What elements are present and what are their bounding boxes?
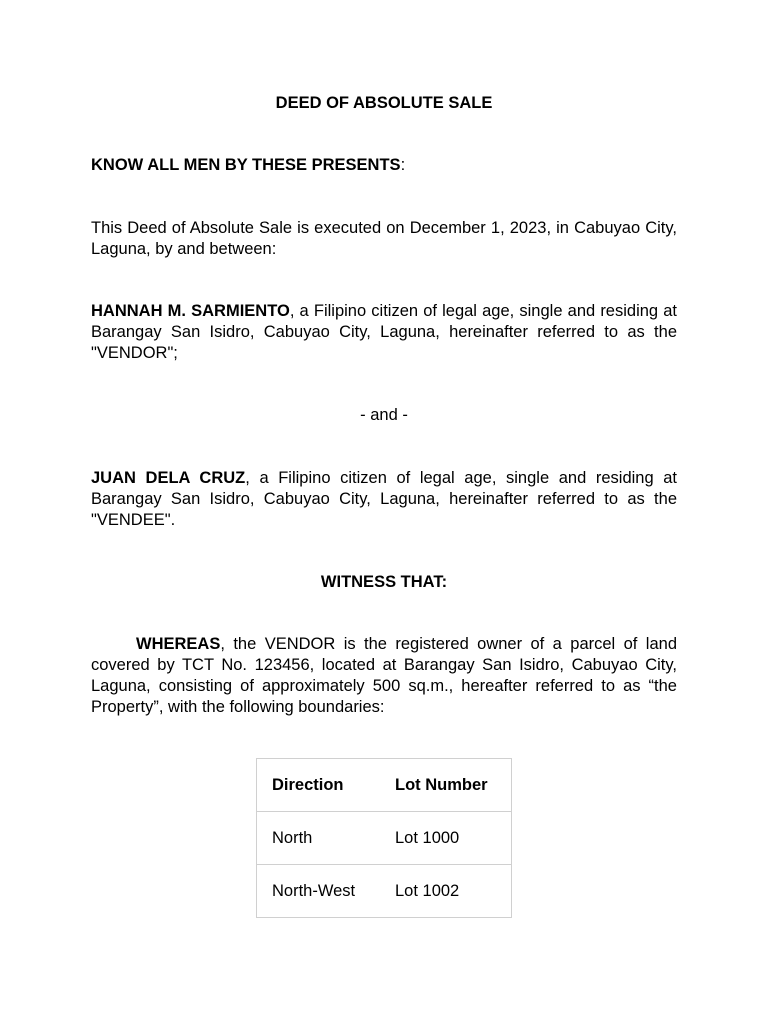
boundaries-table bbox=[256, 758, 512, 918]
whereas-lead: WHEREAS bbox=[136, 635, 221, 653]
whereas-text: , the VENDOR is the registered owner of a parcel of land covered by TCT No. 123456, located at Barangay San Isidro, Cabuyao City, Laguna, consisting of approximately 500 sq.m., hereafter referred to as “the Property”, with the following boundaries: bbox=[91, 635, 677, 716]
boundaries-table-wrap bbox=[256, 758, 512, 920]
witness-heading: WITNESS THAT: bbox=[320, 573, 448, 591]
row-direction: North-West bbox=[257, 865, 381, 918]
vendor-paragraph bbox=[91, 301, 677, 364]
document-title: DEED OF ABSOLUTE SALE bbox=[275, 94, 493, 112]
vendee-text: , a Filipino citizen of legal age, single and residing at Barangay San Isidro, Cabuyao City, Laguna, hereinafter referred to as the "VENDEE". bbox=[91, 469, 677, 529]
intro-line bbox=[91, 155, 677, 176]
whereas-paragraph bbox=[91, 634, 677, 718]
table-row bbox=[257, 865, 512, 918]
vendee-paragraph bbox=[91, 468, 677, 531]
row-direction: North bbox=[257, 812, 381, 865]
table-row bbox=[257, 812, 512, 865]
row-lot-number: Lot 1002 bbox=[380, 865, 512, 918]
vendee-name: JUAN DELA CRUZ bbox=[91, 469, 246, 487]
vendor-text: , a Filipino citizen of legal age, single and residing at Barangay San Isidro, Cabuyao City, Laguna, hereinafter referred to as the "VENDOR"; bbox=[91, 302, 678, 362]
and-separator: - and - bbox=[360, 406, 408, 424]
vendor-name: HANNAH M. SARMIENTO bbox=[91, 302, 290, 320]
row-lot-number: Lot 1000 bbox=[380, 812, 512, 865]
header-direction: Direction bbox=[257, 759, 381, 812]
executed-paragraph: This Deed of Absolute Sale is executed on December 1, 2023, in Cabuyao City, Laguna, by and between: bbox=[91, 219, 677, 258]
header-lot-number: Lot Number bbox=[380, 759, 512, 812]
intro-suffix: : bbox=[400, 156, 406, 174]
intro-text: KNOW ALL MEN BY THESE PRESENTS bbox=[91, 156, 401, 174]
table-header-row bbox=[257, 759, 512, 812]
